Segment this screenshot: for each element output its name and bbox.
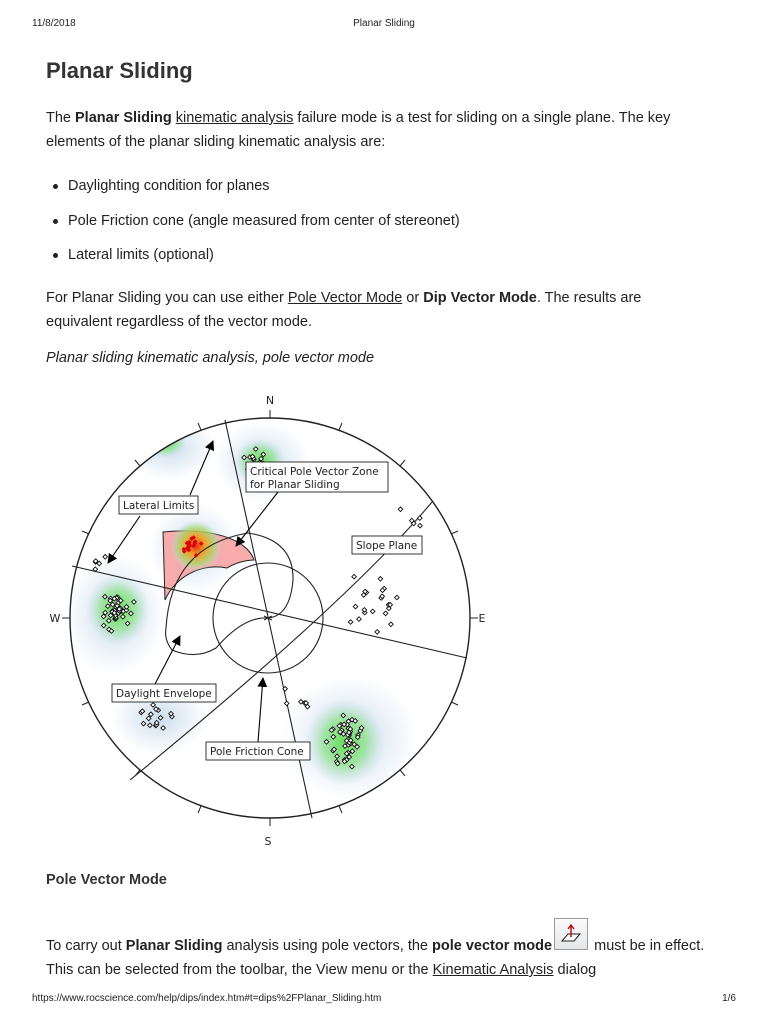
- pole-marker: [348, 620, 353, 625]
- pole-marker: [353, 604, 358, 609]
- pole-marker: [389, 622, 394, 627]
- mode-text-2: analysis using pole vectors, the: [222, 938, 433, 954]
- list-item: Daylighting condition for planes: [46, 174, 460, 209]
- label-pole-friction-cone-text: Pole Friction Cone: [210, 746, 304, 758]
- vector-text-3: . The results are equivalent regardless of the vector mode.: [46, 290, 642, 330]
- pole-vector-icon: [559, 923, 583, 945]
- label-slope-plane: [352, 536, 422, 554]
- intro-text-1: The: [46, 110, 76, 126]
- print-title: Planar Sliding: [353, 18, 415, 29]
- pole-marker: [418, 516, 423, 521]
- critical-pole-cluster: [170, 520, 222, 572]
- pole-marker: [378, 577, 383, 582]
- pole-marker: [383, 611, 388, 616]
- figure-caption: Planar sliding kinematic analysis, pole vector mode: [46, 350, 375, 366]
- page-title: Planar Sliding: [46, 58, 193, 83]
- pole-friction-cone-arrow: [258, 678, 263, 742]
- print-header: [32, 18, 736, 32]
- print-footer: [32, 993, 736, 1007]
- mode-text-1: To carry out: [46, 938, 126, 954]
- pole-marker: [284, 701, 289, 706]
- pole-vector-mode-link[interactable]: Pole Vector Mode: [287, 290, 403, 306]
- compass-s: S: [264, 835, 272, 848]
- compass-e: E: [478, 612, 486, 625]
- mode-bold-pole-vector-mode: pole vector mode: [432, 938, 553, 954]
- label-lateral-limits: [119, 496, 198, 514]
- pole-marker: [352, 574, 357, 579]
- pole-vector-mode-toolbar-icon[interactable]: [554, 918, 588, 950]
- mode-text-4: dialog: [553, 962, 597, 978]
- print-url: https://www.rocscience.com/help/dips/index.htm#t=dips%2FPlanar_Sliding.htm: [32, 993, 382, 1004]
- label-critical-zone-line1: Critical Pole Vector Zone: [250, 466, 379, 478]
- print-date: 11/8/2018: [32, 18, 76, 29]
- list-item: Lateral limits (optional): [46, 243, 460, 278]
- intro-bold-planar-sliding: Planar Sliding: [75, 110, 172, 126]
- pole-marker: [370, 609, 375, 614]
- intro-text-3: failure mode is a test for sliding on a single plane. The key elements of the planar sliding kinematic analysis are:: [46, 110, 671, 150]
- label-lateral-limits-text: Lateral Limits: [123, 500, 195, 512]
- key-elements-list: [46, 174, 460, 278]
- label-daylight-envelope-text: Daylight Envelope: [116, 688, 212, 700]
- dip-vector-mode-bold: Dip Vector Mode: [423, 290, 537, 306]
- pole-marker: [418, 523, 423, 528]
- intro-paragraph: [46, 106, 706, 154]
- vector-text-2: or: [402, 290, 424, 306]
- label-critical-zone: [246, 462, 388, 492]
- lateral-limit-arrow-left: [108, 516, 140, 563]
- list-item: Pole Friction cone (angle measured from center of stereonet): [46, 209, 460, 244]
- section-heading-pole-vector-mode: Pole Vector Mode: [46, 872, 167, 888]
- kinematic-analysis-link[interactable]: kinematic analysis: [175, 110, 294, 126]
- label-critical-zone-line2: for Planar Sliding: [250, 479, 340, 491]
- vector-text-1: For Planar Sliding you can use either: [46, 290, 288, 306]
- pole-marker: [375, 630, 380, 635]
- vector-mode-paragraph: [46, 286, 706, 334]
- stereonet-figure: [44, 388, 496, 850]
- label-slope-plane-text: Slope Plane: [356, 540, 418, 552]
- compass-n: N: [265, 394, 275, 407]
- pole-marker: [357, 617, 362, 622]
- mode-bold-planar-sliding: Planar Sliding: [125, 938, 223, 954]
- pole-vector-mode-paragraph: [46, 926, 706, 982]
- label-daylight-envelope: [112, 684, 216, 702]
- mode-text-3: must be in effect. This can be selected from the toolbar, the View menu or the: [46, 938, 705, 978]
- label-pole-friction-cone: [206, 742, 310, 760]
- pole-marker: [398, 507, 403, 512]
- pole-marker: [395, 595, 400, 600]
- kinematic-analysis-dialog-link[interactable]: Kinematic Analysis: [432, 962, 554, 978]
- compass-w: W: [49, 612, 61, 625]
- print-page-number: 1/6: [722, 993, 736, 1004]
